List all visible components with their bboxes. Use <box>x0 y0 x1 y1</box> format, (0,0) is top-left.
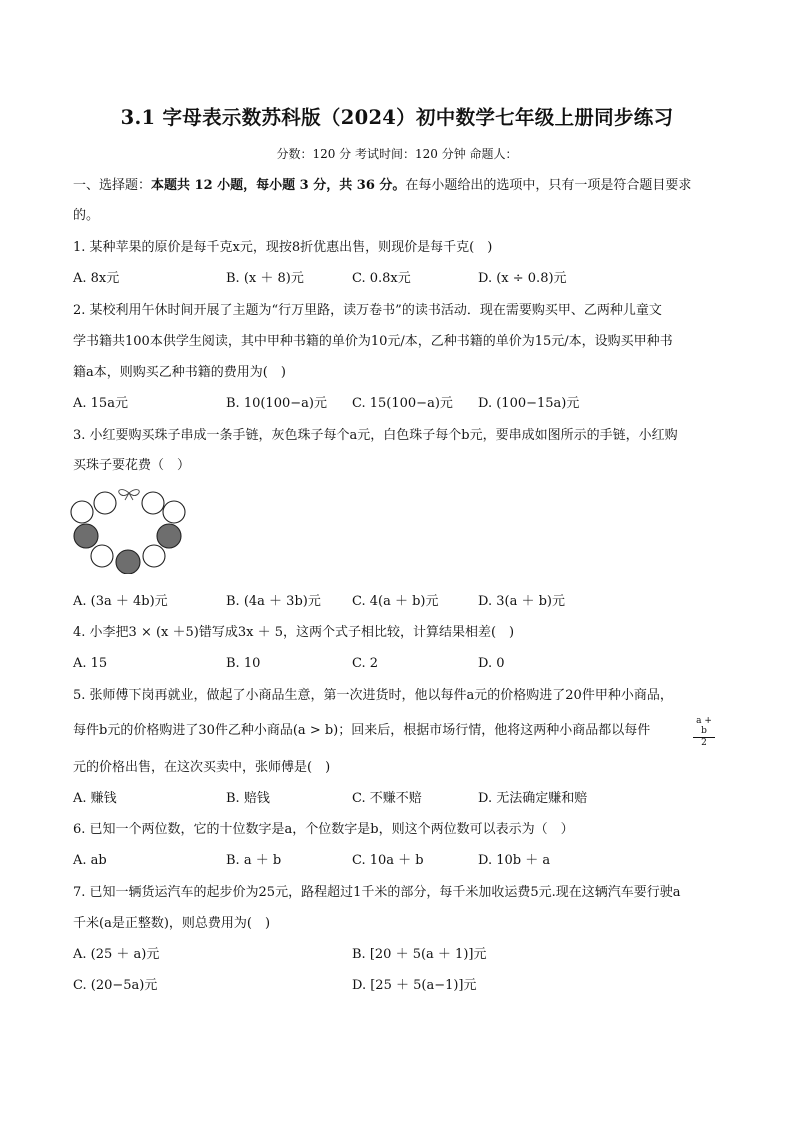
page-title: 3.1 字母表示数苏科版（2024）初中数学七年级上册同步练习 <box>120 106 674 129</box>
q7-option-a: A. (25 ＋ a)元 <box>73 947 160 962</box>
fraction-denominator: 2 <box>701 738 707 748</box>
section-header <box>73 177 691 195</box>
question-6-stem: 6. 已知一个两位数，它的十位数字是a，个位数字是b，则这个两位数可以表示为（ ） <box>73 822 574 837</box>
q5-option-c: C. 不赚不赔 <box>352 791 422 806</box>
q6-option-c: C. 10a ＋ b <box>352 853 424 868</box>
white-bead <box>91 545 113 567</box>
q3-option-d: D. 3(a ＋ b)元 <box>478 594 565 609</box>
q1-option-b: B. (x ＋ 8)元 <box>226 271 304 286</box>
question-7-stem-line-2: 千米(a是正整数)，则总费用为( ) <box>73 916 271 931</box>
question-5-stem-line-3: 元的价格出售，在这次买卖中，张师傅是( ) <box>73 760 331 775</box>
question-5-stem-line-2: 每件b元的价格购进了30件乙种小商品(a > b)；回来后，根据市场行情，他将这两种小商品都以每件 <box>73 723 651 738</box>
q1-option-c: C. 0.8x元 <box>352 271 411 286</box>
q5-option-b: B. 赔钱 <box>226 791 270 806</box>
q7-option-b: B. [20 ＋ 5(a ＋ 1)]元 <box>352 947 487 962</box>
q5-option-a: A. 赚钱 <box>73 791 117 806</box>
q2-option-a: A. 15a元 <box>73 396 128 411</box>
q3-option-b: B. (4a ＋ 3b)元 <box>226 594 321 609</box>
q4-option-c: C. 2 <box>352 656 379 671</box>
q2-option-d: D. (100−15a)元 <box>478 396 580 411</box>
white-bead <box>94 492 116 514</box>
q4-option-b: B. 10 <box>226 656 261 671</box>
q2-option-c: C. 15(100−a)元 <box>352 396 453 411</box>
question-3-stem-line-1: 3. 小红要购买珠子串成一条手链，灰色珠子每个a元，白色珠子每个b元，要串成如图所示的手链，小红购 <box>73 428 678 443</box>
section-prefix: 一、选择题： <box>73 178 152 193</box>
q7-option-d: D. [25 ＋ 5(a−1)]元 <box>352 978 477 993</box>
white-bead <box>142 492 164 514</box>
q4-option-a: A. 15 <box>73 656 108 671</box>
question-1-stem: 1. 某种苹果的原价是每千克x元，现按8折优惠出售，则现价是每千克( ) <box>73 240 493 255</box>
question-2-stem-line-2: 学书籍共100本供学生阅读，其中甲种书籍的单价为10元/本，乙种书籍的单价为15元/本，设购买甲种书 <box>73 334 673 349</box>
section-instruction: 在每小题给出的选项中，只有一项是符合题目要求 <box>405 178 692 193</box>
section-header-cont: 的。 <box>73 208 100 223</box>
gray-bead <box>74 524 98 548</box>
question-2-stem-line-1: 2. 某校利用午休时间开展了主题为“行万里路，读万卷书”的读书活动．现在需要购买甲、乙两种儿童文 <box>73 303 662 318</box>
q6-option-b: B. a ＋ b <box>226 853 282 868</box>
question-7-stem-line-1: 7. 已知一辆货运汽车的起步价为25元，路程超过1千米的部分，每千米加收运费5元.现在这辆汽车要行驶a <box>73 885 681 900</box>
q3-option-a: A. (3a ＋ 4b)元 <box>73 594 168 609</box>
fraction-a-plus-b-over-2 <box>693 716 715 748</box>
bow-icon <box>119 490 140 500</box>
q2-option-b: B. 10(100−a)元 <box>226 396 327 411</box>
question-5-stem-line-1: 5. 张师傅下岗再就业，做起了小商品生意，第一次进货时，他以每件a元的价格购进了20件甲种小商品， <box>73 688 673 703</box>
q3-option-c: C. 4(a ＋ b)元 <box>352 594 439 609</box>
exam-meta: 分数：120 分 考试时间：120 分钟 命题人： <box>276 147 518 161</box>
q1-option-d: D. (x ÷ 0.8)元 <box>478 271 567 286</box>
question-2-stem-line-3: 籍a本，则购买乙种书籍的费用为( ) <box>73 365 286 380</box>
q6-option-d: D. 10b ＋ a <box>478 853 551 868</box>
gray-bead <box>157 524 181 548</box>
question-4-stem: 4. 小李把3 × (x ＋5)错写成3x ＋ 5，这两个式子相比较，计算结果相差( ) <box>73 625 515 640</box>
q4-option-d: D. 0 <box>478 656 505 671</box>
question-3-stem-line-2: 买珠子要花费（ ） <box>73 458 191 473</box>
gray-bead <box>116 550 140 574</box>
q7-option-c: C. (20−5a)元 <box>73 978 158 993</box>
white-bead <box>71 501 93 523</box>
section-scoring: 本题共 12 小题，每小题 3 分，共 36 分。 <box>151 178 406 193</box>
q1-option-a: A. 8x元 <box>73 271 120 286</box>
fraction-numerator: a + b <box>693 716 715 738</box>
white-bead <box>143 545 165 567</box>
white-bead <box>163 501 185 523</box>
bead-bracelet-figure <box>70 486 188 574</box>
q6-option-a: A. ab <box>73 853 107 868</box>
q5-option-d: D. 无法确定赚和赔 <box>478 791 588 806</box>
